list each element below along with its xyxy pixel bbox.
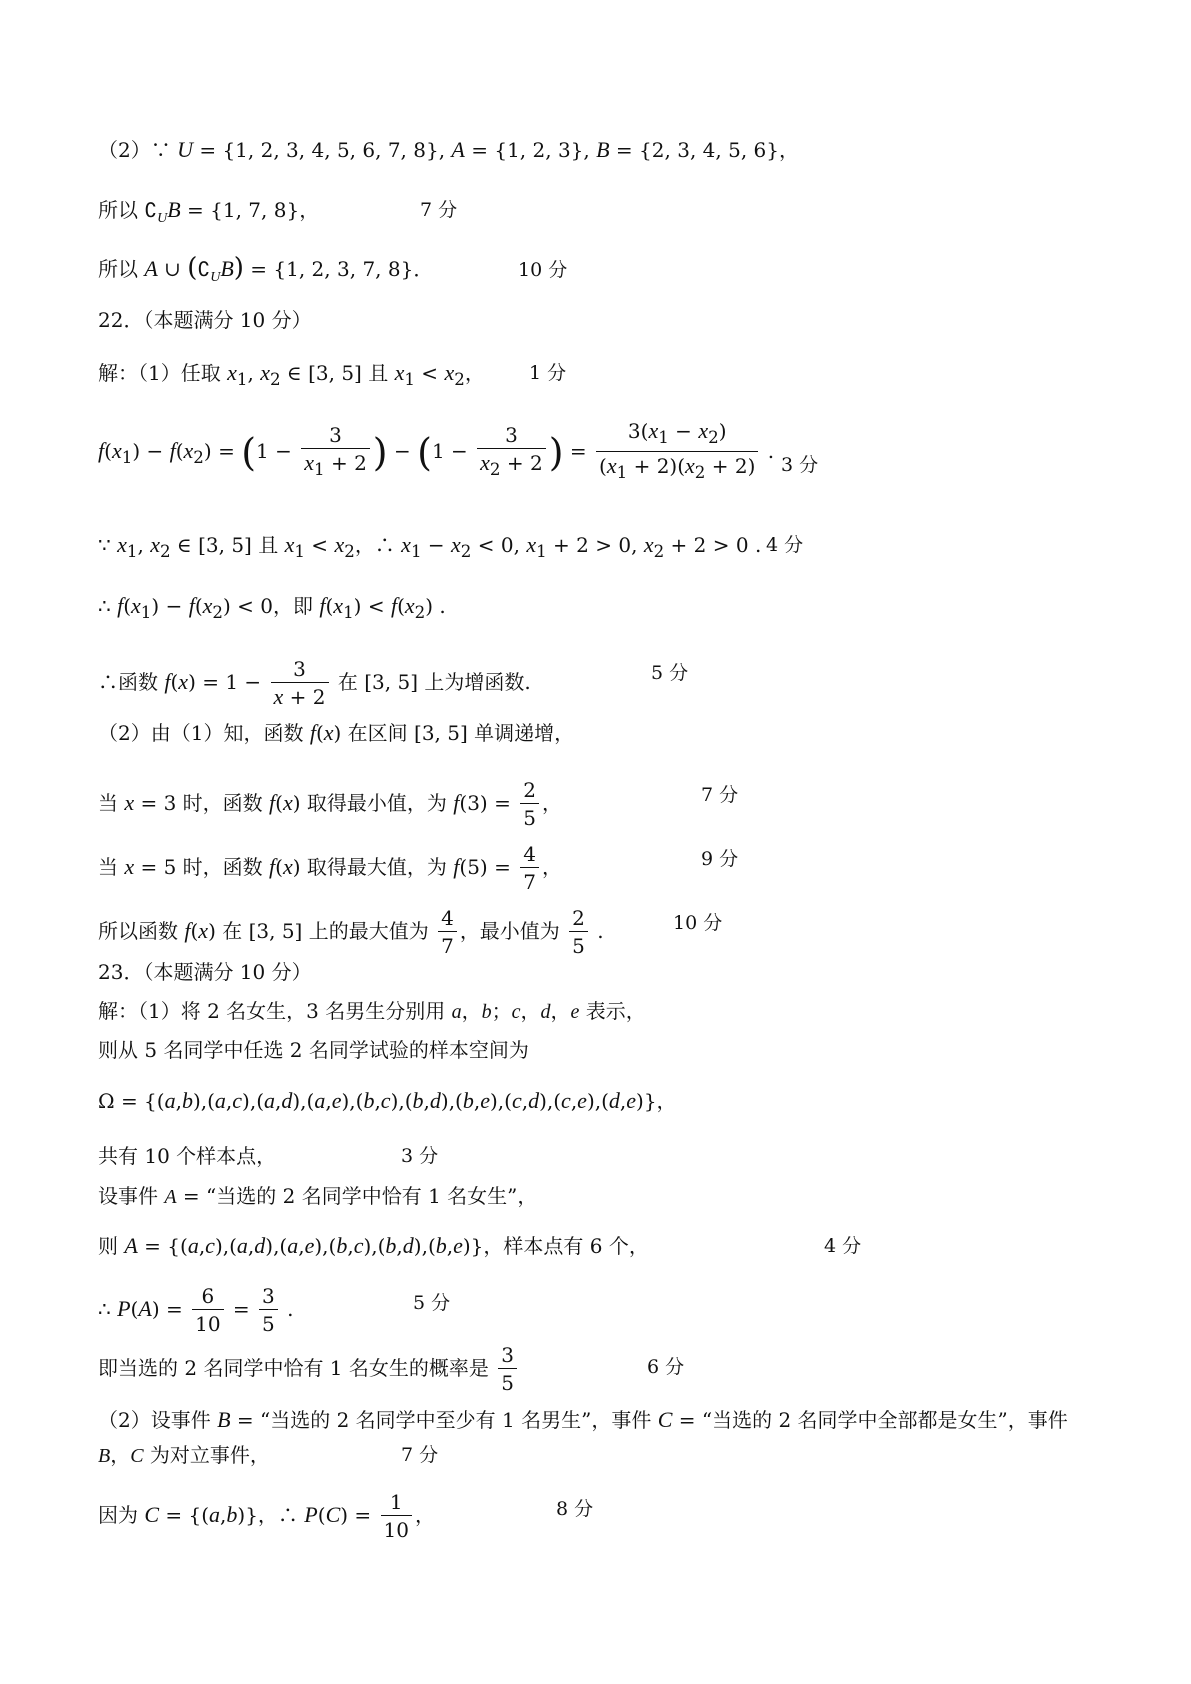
score-mark: 1 分 (529, 362, 567, 384)
line-union-result: 所以 A ∪ $(∁_UB) = \{1$, 2, 3, 7, 8}． (98, 253, 434, 285)
score-mark: 6 分 (647, 1356, 685, 1378)
line-complement-b: 所以 $∁_UB = \{1$, 7, 8}， (98, 197, 320, 226)
line-complementary-events: B，C 为对立事件， (98, 1443, 270, 1467)
score-mark: 8 分 (556, 1498, 594, 1520)
score-mark: 3 分 (781, 454, 819, 476)
score-mark: 3 分 (401, 1145, 439, 1167)
line-q21-part2: （2）∵ U = {1, 2, 3, 4, 5, 6, 7, 8}, A = {1, 2, 3}, B = {2, 3, 4, 5, 6}， (98, 137, 799, 162)
score-mark: 5 分 (651, 662, 689, 684)
line-label-students: 解：（1）将 2 名女生，3 名男生分别用 a，b；c，d，e 表示， (98, 999, 646, 1023)
line-sample-space-intro: 则从 5 名同学中任选 2 名同学试验的样本空间为 (98, 1038, 529, 1062)
line-define-events-b-c: （2）设事件 B = “当选的 2 名同学中至少有 1 名男生”，事件 C = “当选的 2 名同学中全部都是女生”，事件 (98, 1407, 1068, 1432)
line-choose-x1-x2: 解：（1）任取 $x_1$, $x_2$ ∈ [3, 5] 且 $x_1 < x_2$， (98, 360, 485, 389)
line-probability-a: ∴ P(A) = $\frac{6}{10}$ = $\frac{3}{5}$ . (98, 1284, 294, 1336)
score-mark: 7 分 (701, 784, 739, 806)
line-minimum-value: 当 x = 3 时，函数 f(x) 取得最小值，为 f(3) = $\frac{2}{5}$ ， (98, 778, 562, 830)
line-difference-negative: ∴ $f(x_1) - f(x_2) < 0$，即 $f(x_1) < f(x_2)$ . (98, 593, 446, 622)
score-mark: 4 分 (766, 534, 804, 556)
line-sample-space: Ω = {(a,b),(a,c),(a,d),(a,e),(b,c),(b,d),(b,e),(c,d),(c,e),(d,e)}， (98, 1088, 677, 1113)
problem-23-heading: 23．（本题满分 10 分） (98, 960, 312, 984)
line-probability-a-conclusion: 即当选的 2 名同学中恰有 1 名女生的概率是 $\frac{3}{5}$ (98, 1342, 520, 1397)
problem-22-heading: 22．（本题满分 10 分） (98, 308, 312, 332)
score-mark: 4 分 (824, 1235, 862, 1257)
line-max-min-summary: 所以函数 f(x) 在 [3, 5] 上的最大值为 $\frac{4}{7}$ ，最小值为 $\frac{2}{5}$ . (98, 906, 604, 958)
line-event-a-set: 则 A = {(a,c),(a,d),(a,e),(b,c),(b,d),(b,e)}，样本点有 6 个， (98, 1233, 649, 1258)
score-mark: 10 分 (518, 259, 568, 281)
score-mark: 7 分 (401, 1444, 439, 1466)
score-mark: 10 分 (673, 912, 723, 934)
score-mark: 5 分 (413, 1292, 451, 1314)
line-sample-count: 共有 10 个样本点， (98, 1144, 277, 1168)
line-increasing-conclusion: ∴函数 f(x) = 1 − $\frac{3}{x + 2}$ 在 [3, 5] 上为增函数. (98, 657, 531, 709)
line-probability-c: 因为 C = {(a,b)}，∴ P(C) = $\frac{1}{10}$ ， (98, 1490, 435, 1542)
line-part2-monotonic: （2）由（1）知，函数 f(x) 在区间 [3, 5] 单调递增， (98, 720, 575, 745)
score-mark: 9 分 (701, 848, 739, 870)
line-maximum-value: 当 x = 5 时，函数 f(x) 取得最大值，为 f(5) = $\frac{4}{7}$ ， (98, 842, 562, 894)
line-difference-formula: $f(x_1) - f(x_2) = (1$ − $\frac{3}{x_1 + 2}$ ) − (1 − $\frac{3}{x_2 + 2}$ ) = $\frac{3(x_1 - x_2)}{(x_1 + 2)(x_2 + 2)}$ . (98, 418, 775, 482)
line-sign-conditions: ∵ $x_1$, $x_2$ ∈ [3, 5] 且 $x_1 < x_2$，∴ $x_1 - x_2 < 0$, $x_1 + 2 > 0$, $x_2 + 2 > 0$ . (98, 532, 762, 561)
line-define-event-a: 设事件 A = “当选的 2 名同学中恰有 1 名女生”， (98, 1184, 538, 1208)
score-mark: 7 分 (420, 199, 458, 221)
